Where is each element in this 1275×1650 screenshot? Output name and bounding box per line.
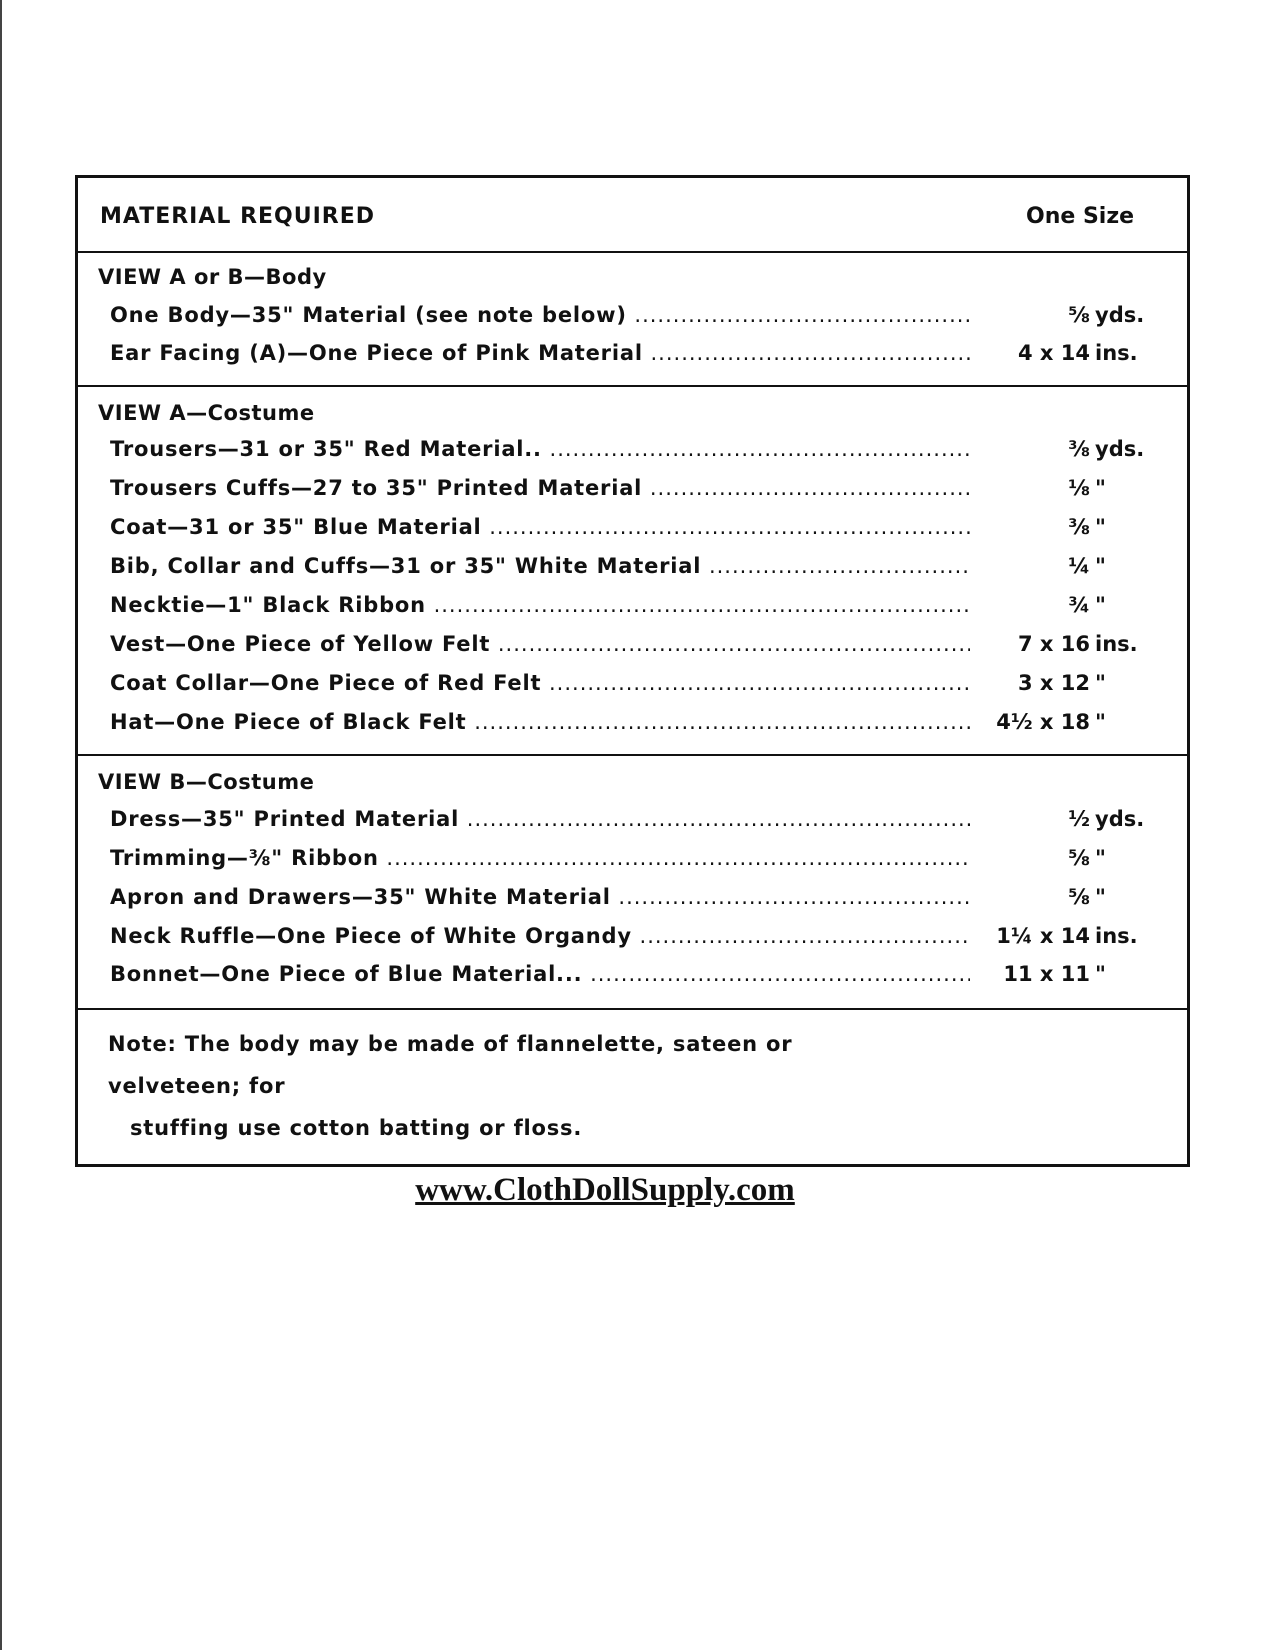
table-row [110,885,1160,917]
table-row [110,437,1160,469]
table-row [110,341,1160,373]
item-quantity: ¾ [1068,593,1090,617]
table-row [110,593,1160,625]
item-quantity: ⅛ [1068,476,1090,500]
item-quantity: ½ [1068,807,1090,831]
section-title: VIEW A or B—Body [98,265,327,289]
item-quantity: ¼ [1068,554,1090,578]
item-label: One Body—35" Material (see note below) ..... [110,303,970,327]
item-unit: yds. [1095,807,1145,831]
material-table [75,175,1190,1167]
item-quantity: ⅝ [1068,846,1090,870]
item-quantity: ⅜ [1068,437,1090,461]
item-label: Hat—One Piece of Black Felt ..... [110,710,970,734]
table-row [110,846,1160,878]
table-row [110,554,1160,586]
item-quantity: 7 x 16 [1017,632,1090,656]
note-line-1: Note: The body may be made of flannelette, sateen or velveteen; for [108,1032,793,1098]
item-label: Apron and Drawers—35" White Material ..... [110,885,970,909]
section-title: VIEW B—Costume [98,770,315,794]
item-label: Bib, Collar and Cuffs—31 or 35" White Material ..... [110,554,970,578]
item-quantity: ⅝ [1068,303,1090,327]
table-row [110,924,1160,956]
item-unit: " [1095,671,1106,695]
item-label: Necktie—1" Black Ribbon ..... [110,593,970,617]
table-row [110,807,1160,839]
item-unit: " [1095,515,1106,539]
table-row [110,476,1160,508]
item-label: Trousers—31 or 35" Red Material.. ..... [110,437,970,461]
item-unit: ins. [1095,632,1138,656]
note-text [108,1023,928,1149]
table-row [110,515,1160,547]
table-row [110,962,1160,994]
item-unit: " [1095,593,1106,617]
section-view-b-costume [78,758,1187,1010]
item-label: Bonnet—One Piece of Blue Material... ..... [110,962,970,986]
item-label: Neck Ruffle—One Piece of White Organdy ..... [110,924,970,948]
header-title: MATERIAL REQUIRED [100,204,376,229]
item-unit: " [1095,885,1106,909]
section-title: VIEW A—Costume [98,401,315,425]
item-quantity: 4 x 14 [1017,341,1090,365]
item-unit: yds. [1095,437,1145,461]
table-row [110,303,1160,335]
item-label: Trousers Cuffs—27 to 35" Printed Material ..... [110,476,970,500]
item-unit: " [1095,554,1106,578]
item-unit: " [1095,962,1106,986]
item-label: Ear Facing (A)—One Piece of Pink Material ..... [110,341,970,365]
item-unit: yds. [1095,303,1145,327]
section-view-a-costume [78,389,1187,756]
table-row [110,632,1160,664]
section-view-a-or-b-body [78,253,1187,387]
item-quantity: ⅜ [1068,515,1090,539]
item-quantity: 1¼ x 14 [996,924,1090,948]
item-label: Coat—31 or 35" Blue Material ..... [110,515,970,539]
item-quantity: 4½ x 18 [996,710,1090,734]
item-quantity: ⅝ [1068,885,1090,909]
item-unit: " [1095,710,1106,734]
table-header [78,178,1187,253]
page-left-edge [0,0,2,1650]
item-label: Coat Collar—One Piece of Red Felt ..... [110,671,970,695]
item-unit: ins. [1095,924,1138,948]
item-label: Trimming—⅜" Ribbon ..... [110,846,970,870]
item-quantity: 11 x 11 [1003,962,1090,986]
item-unit: ins. [1095,341,1138,365]
item-unit: " [1095,476,1106,500]
item-unit: " [1095,846,1106,870]
note-line-2: stuffing use cotton batting or floss. [130,1116,583,1140]
table-row [110,671,1160,703]
item-quantity: 3 x 12 [1017,671,1090,695]
item-label: Dress—35" Printed Material ..... [110,807,970,831]
header-size-label: One Size [1026,204,1135,229]
table-row [110,710,1160,742]
item-label: Vest—One Piece of Yellow Felt ..... [110,632,970,656]
website-link[interactable]: www.ClothDollSupply.com [415,1172,795,1208]
